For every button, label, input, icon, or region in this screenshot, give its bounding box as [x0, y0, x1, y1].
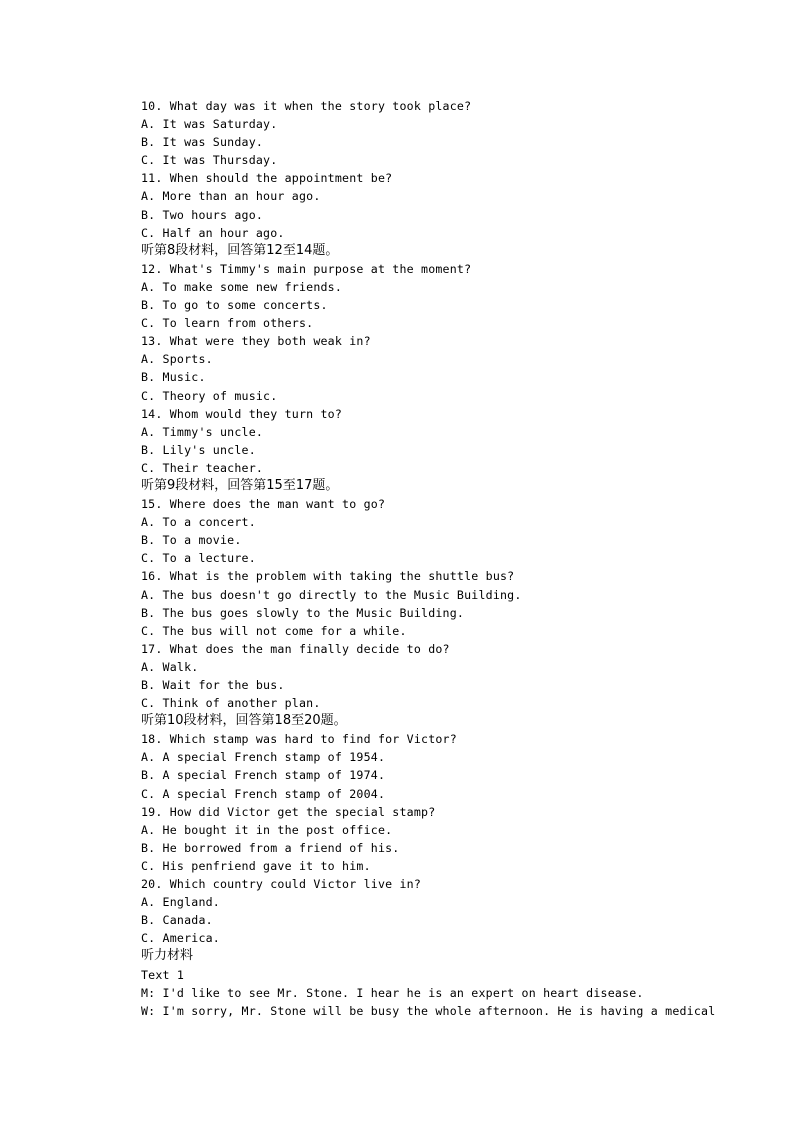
option-line: C. Think of another plan.	[141, 696, 321, 711]
option-line: C. America.	[141, 931, 220, 946]
option-line: B. It was Sunday.	[141, 135, 264, 150]
option-line: A. Timmy's uncle.	[141, 424, 264, 439]
dialogue-line: M: I'd like to see Mr. Stone. I hear he is an expert on heart disease.	[141, 985, 644, 1000]
option-line: C. A special French stamp of 2004.	[141, 786, 386, 801]
option-line: C. His penfriend gave it to him.	[141, 858, 371, 873]
section-instruction: 听力材料	[141, 948, 194, 964]
option-line: C. Theory of music.	[141, 388, 278, 403]
option-line: A. It was Saturday.	[141, 117, 278, 132]
question-line: 13. What were they both weak in?	[141, 334, 371, 349]
option-line: A. The bus doesn't go directly to the Music Building.	[141, 587, 522, 602]
option-line: C. Their teacher.	[141, 460, 264, 475]
question-line: 14. Whom would they turn to?	[141, 406, 343, 421]
question-line: 18. Which stamp was hard to find for Victor?	[141, 732, 457, 747]
option-line: B. To a movie.	[141, 533, 242, 548]
section-instruction: 听第10段材料，回答第18至20题。	[141, 713, 347, 729]
option-line: A. To a concert.	[141, 515, 256, 530]
question-line: 12. What's Timmy's main purpose at the moment?	[141, 261, 472, 276]
option-line: B. The bus goes slowly to the Music Building.	[141, 605, 465, 620]
option-line: A. Walk.	[141, 659, 199, 674]
option-line: C. Half an hour ago.	[141, 225, 285, 240]
option-line: C. It was Thursday.	[141, 153, 278, 168]
option-line: B. He borrowed from a friend of his.	[141, 840, 400, 855]
question-line: 19. How did Victor get the special stamp?	[141, 804, 436, 819]
option-line: A. More than an hour ago.	[141, 189, 321, 204]
option-line: C. The bus will not come for a while.	[141, 623, 407, 638]
option-line: A. He bought it in the post office.	[141, 822, 393, 837]
option-line: B. To go to some concerts.	[141, 298, 328, 313]
option-line: B. Lily's uncle.	[141, 442, 256, 457]
option-line: B. Wait for the bus.	[141, 678, 285, 692]
option-line: B. A special French stamp of 1974.	[141, 768, 386, 783]
question-line: 17. What does the man finally decide to do?	[141, 641, 450, 656]
option-line: B. Canada.	[141, 913, 213, 928]
option-line: A. England.	[141, 895, 220, 910]
option-line: C. To a lecture.	[141, 551, 256, 566]
option-line: B. Two hours ago.	[141, 207, 264, 222]
section-instruction: 听第9段材料，回答第15至17题。	[141, 477, 339, 493]
question-line: 20. Which country could Victor live in?	[141, 877, 422, 892]
section-heading: Text 1	[141, 967, 185, 982]
option-line: A. To make some new friends.	[141, 279, 343, 294]
question-line: 11. When should the appointment be?	[141, 171, 393, 186]
dialogue-line: W: I'm sorry, Mr. Stone will be busy the whole afternoon. He is having a medical	[141, 1003, 716, 1018]
question-line: 15. Where does the man want to go?	[141, 497, 386, 512]
option-line: C. To learn from others.	[141, 316, 314, 331]
option-line: A. A special French stamp of 1954.	[141, 750, 386, 765]
section-instruction: 听第8段材料，回答第12至14题。	[141, 242, 339, 258]
question-line: 16. What is the problem with taking the shuttle bus?	[141, 569, 515, 584]
document-page	[141, 97, 716, 1020]
question-line: 10. What day was it when the story took place?	[141, 99, 472, 113]
option-line: A. Sports.	[141, 352, 213, 367]
option-line: B. Music.	[141, 370, 206, 385]
